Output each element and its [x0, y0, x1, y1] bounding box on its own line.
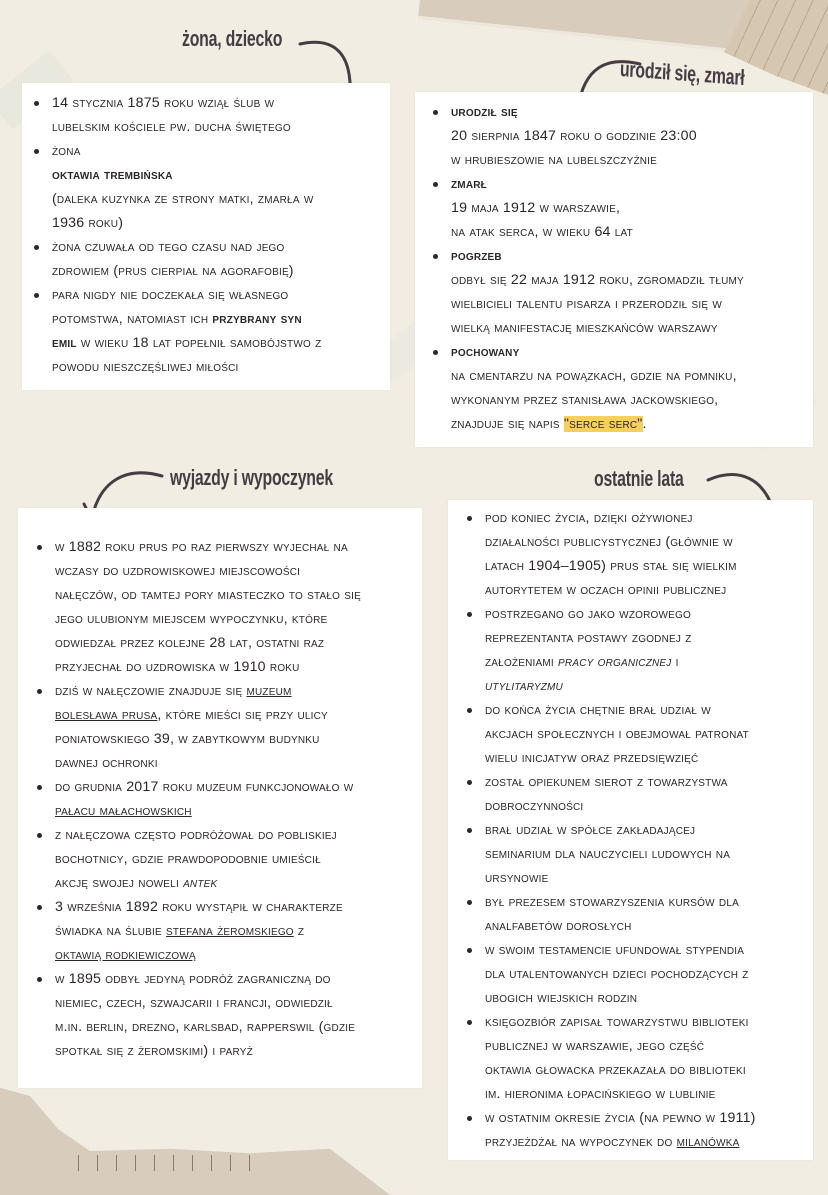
link-palace[interactable]: pałacu małachowskich [55, 803, 192, 819]
list-item: 3 września 1892 roku wystąpił w charakterze świadka na ślubie stefana żeromskiego z oktawią rodkiewiczową [55, 895, 422, 967]
list-item: 14 stycznia 1875 roku wziął ślub w lubelskim kościele pw. ducha świętego [52, 91, 390, 139]
list-item: pogrzeb odbył się 22 maja 1912 roku, zgromadził tłumy wielbicieli talentu pisarza i przerodził się w wielką manifestację mieszkańców warszawy [451, 244, 813, 340]
heading-wife-child: żona, dziecko [182, 26, 283, 51]
list-item: zmarł 19 maja 1912 w warszawie, na atak serca, w wieku 64 lat [451, 172, 813, 244]
list-item: był prezesem stowarzyszenia kursów dla analfabetów dorosłych [485, 890, 813, 938]
torn-paper-bottom-decoration [0, 1085, 390, 1195]
ruler-ticks-decoration [60, 1155, 250, 1171]
link-zeromski[interactable]: stefana żeromskiego [166, 923, 294, 939]
list-item: do końca życia chętnie brał udział w akcjach społecznych i obejmował patronat wielu inicjatyw oraz przedsięwzięć [485, 698, 813, 770]
list-item: został opiekunem sierot z towarzystwa dobroczynności [485, 770, 813, 818]
wife-name: oktawia trembińska [52, 167, 173, 183]
link-museum[interactable]: bolesława prusa [55, 707, 158, 723]
heading-born-died: urodził się, zmarł [619, 56, 745, 91]
heading-last-years: ostatnie lata [594, 466, 684, 491]
list-item: urodził się 20 sierpnia 1847 roku o godzinie 23:00 w hrubieszowie na lubelszczyźnie [451, 100, 813, 172]
card-last-years [448, 500, 813, 1160]
list-item: w 1895 odbył jedyną podróż zagraniczną do niemiec, czech, szwajcarii i francji, odwiedził m.in. berlin, drezno, karlsbad, rapperswil (gdzie spotkał się z żeromskimi) i paryż [55, 967, 422, 1063]
list-item: w ostatnim okresie życia (na pewno w 1911) przyjeżdżał na wypoczynek do milanówka [485, 1106, 813, 1154]
card-born-died [415, 92, 813, 447]
list-item: w swoim testamencie ufundował stypendia dla utalentowanych dzieci pochodzących z ubogich wiejskich rodzin [485, 938, 813, 1010]
heading-travel-rest: wyjazdy i wypoczynek [170, 465, 333, 490]
link-rodkiewiczowa[interactable]: oktawią rodkiewiczową [55, 947, 196, 963]
list-item: żona czuwała od tego czasu nad jego zdrowiem (prus cierpiał na agorafobię) [52, 235, 390, 283]
highlighted-inscription: "serce serc" [563, 416, 643, 432]
list-item: do grudnia 2017 roku muzeum funkcjonowało w pałacu małachowskich [55, 775, 422, 823]
list-item: pod koniec życia, dzięki ożywionej działalności publicystycznej (głównie w latach 1904–1905) prus stał się wielkim autorytetem w oczach opinii publicznej [485, 506, 813, 602]
link-museum[interactable]: muzeum [246, 683, 292, 699]
list-item: para nigdy nie doczekała się własnego potomstwa, natomiast ich przybrany syn emil w wieku 18 lat popełnił samobójstwo z powodu nieszczęśliwej miłości [52, 283, 390, 379]
list-item: postrzegano go jako wzorowego reprezentanta postawy zgodnej z założeniami pracy organicznej i utylitaryzmu [485, 602, 813, 698]
list-item: w 1882 roku prus po raz pierwszy wyjechał na wczasy do uzdrowiskowej miejscowości nałęczów, od tamtej pory miasteczko to stało się jego ulubionym miejscem wypoczynku, które odwiedzał przez kolejne 28 lat, ostatni raz przyjechał do uzdrowiska w 1910 roku [55, 535, 422, 679]
list-item: dziś w nałęczowie znajduje się muzeum bolesława prusa, które mieści się przy ulicy poniatowskiego 39, w zabytkowym budynku dawnej ochronki [55, 679, 422, 775]
list-item: żona oktawia trembińska (daleka kuzynka ze strony matki, zmarła w 1936 roku) [52, 139, 390, 235]
list-item: z nałęczowa często podróżował do pobliskiej bochotnicy, gdzie prawdopodobnie umieścił akcję swojej noweli antek [55, 823, 422, 895]
list-item: pochowany na cmentarzu na powązkach, gdzie na pomniku, wykonanym przez stanisława jackowskiego, znajduje się napis "serce serc". [451, 340, 813, 436]
list-item: księgozbiór zapisał towarzystwu biblioteki publicznej w warszawie, jego część oktawia głowacka przekazała do biblioteki im. hieronima łopacińskiego w lublinie [485, 1010, 813, 1106]
link-milanowek[interactable]: milanówka [676, 1134, 740, 1150]
card-travel-rest [18, 508, 422, 1088]
card-wife-child [22, 83, 390, 390]
list-item: brał udział w spółce zakładającej seminarium dla nauczycieli ludowych na ursynowie [485, 818, 813, 890]
